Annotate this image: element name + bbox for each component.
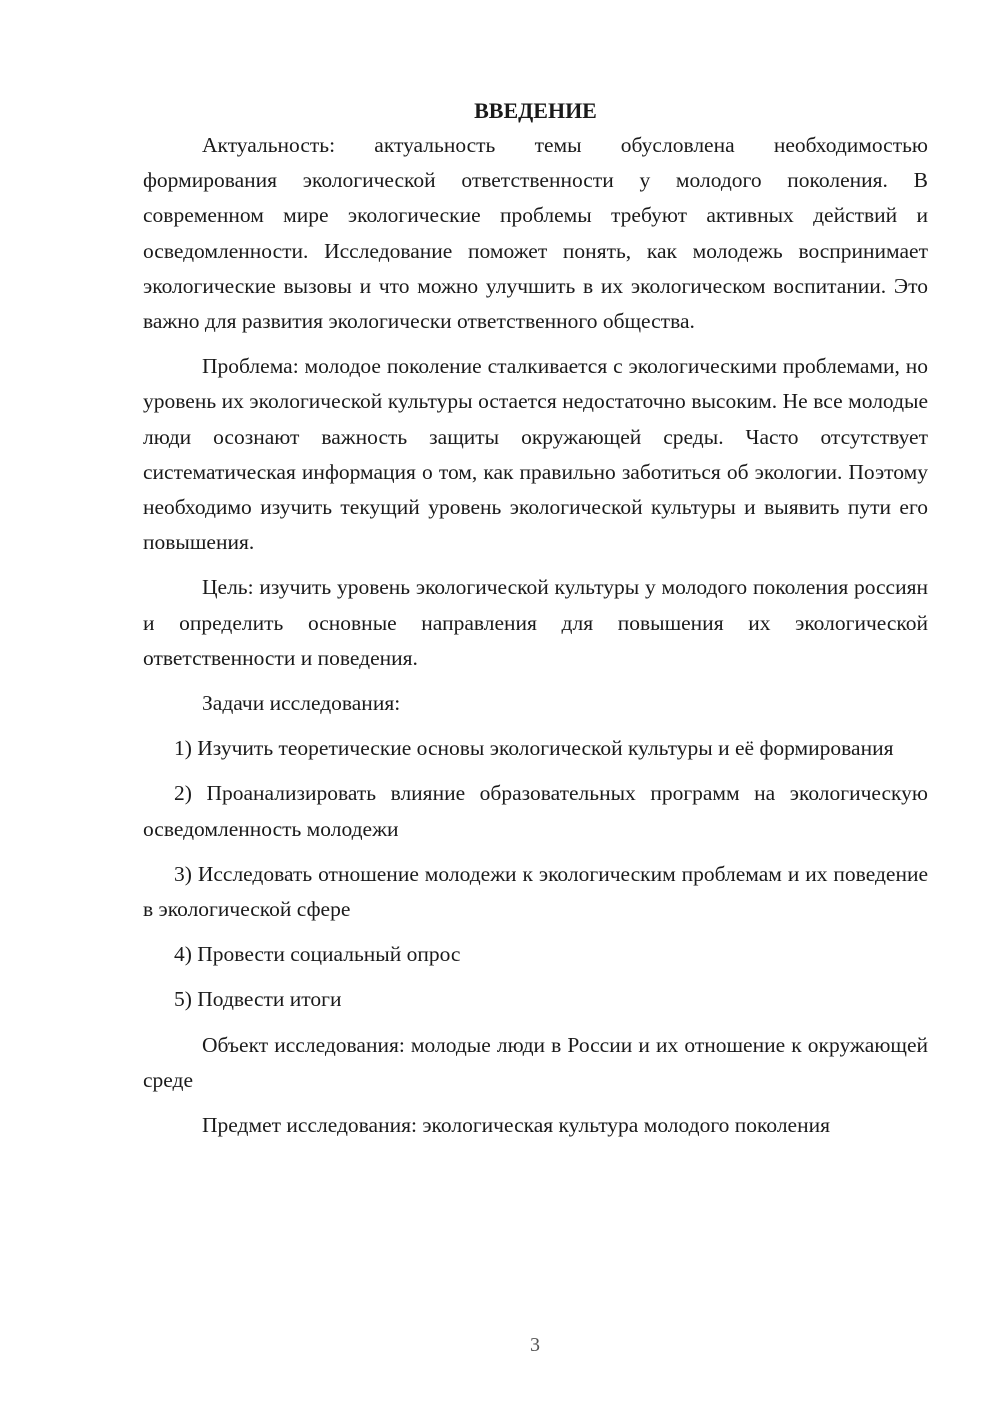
task-item-4: 4) Провести социальный опрос (174, 942, 461, 967)
paragraph-object: Объект исследования: молодые люди в России и их отношение к окружающей среде (143, 1032, 928, 1092)
document-page (143, 94, 928, 1153)
paragraph-subject: Предмет исследования: экологическая культура молодого поколения (202, 1113, 831, 1138)
task-item-2: 2) Проанализировать влияние образовательных программ на экологическую осведомленность молодежи (143, 781, 928, 841)
paragraph-goal: Цель: изучить уровень экологической культуры у молодого поколения россиян и определить основные направления для повышения их экологической ответственности и поведения. (143, 575, 928, 670)
task-item-3: 3) Исследовать отношение молодежи к экологическим проблемам и их поведение в экологической сфере (143, 861, 928, 922)
section-heading: ВВЕДЕНИЕ (474, 98, 597, 123)
paragraph-relevance: Актуальность: актуальность темы обусловлена необходимостью формирования экологической ответственности у молодого поколения. В современном мире экологические проблемы требуют активных действий и осведомленности. Исследование поможет понять, как молодежь воспринимает экологические вызовы и что можно улучшить в их экологическом воспитании. Это важно для развития экологически ответственного общества. (143, 133, 928, 334)
task-item-1: 1) Изучить теоретические основы экологической культуры и её формирования (174, 736, 894, 761)
page-number-container (0, 1330, 1000, 1360)
task-item-5: 5) Подвести итоги (174, 987, 342, 1012)
tasks-heading: Задачи исследования: (202, 691, 401, 716)
page-number: 3 (530, 1334, 540, 1356)
paragraph-problem: Проблема: молодое поколение сталкивается с экологическими проблемами, но уровень их экологической культуры остается недостаточно высоким. Не все молодые люди осознают важность защиты окружающей среды. Часто отсутствует систематическая информация о том, как правильно заботиться об экологии. Поэтому необходимо изучить текущий уровень экологической культуры и выявить пути его повышения. (143, 354, 928, 555)
